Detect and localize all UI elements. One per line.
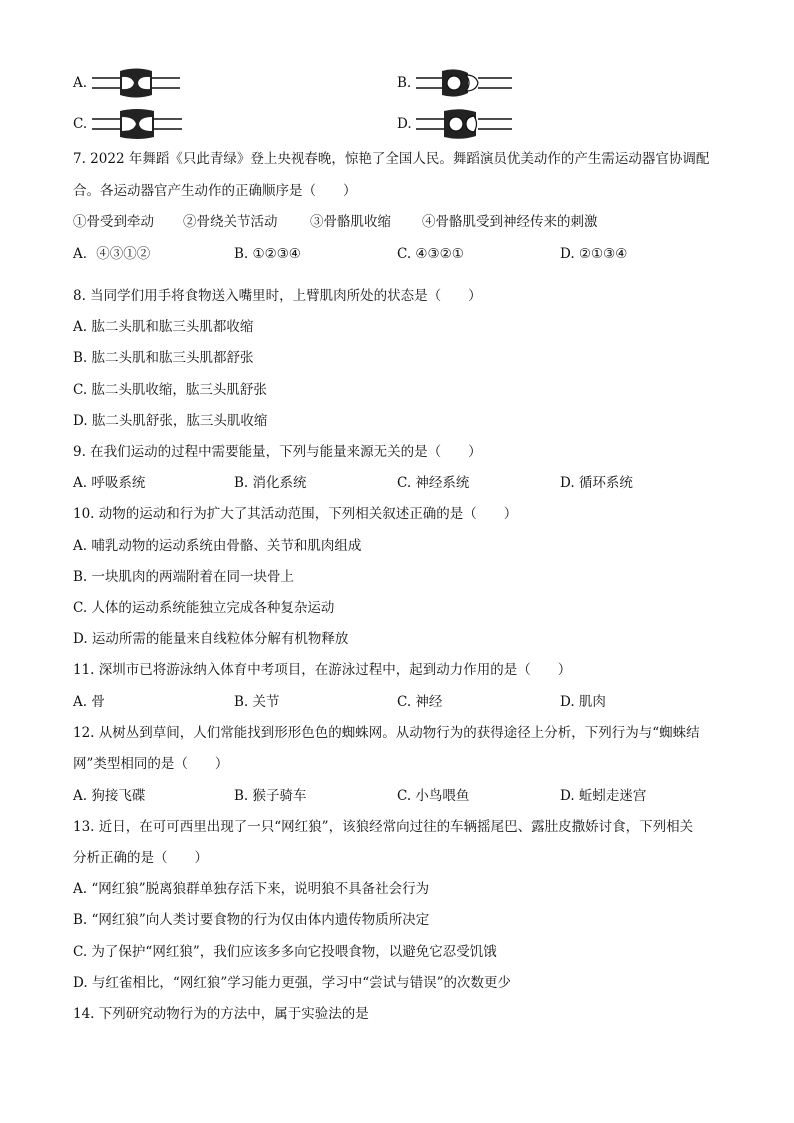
q7-step-4: ④骨骼肌受到神经传来的刺激 xyxy=(422,214,598,230)
q9-stem: 9. 在我们运动的过程中需要能量，下列与能量来源无关的是（ ） xyxy=(73,444,482,460)
q7-option-c: C. ④③②① xyxy=(397,246,464,262)
q11-option-c: C. 神经 xyxy=(397,694,443,710)
q13-stem-line1: 13. 近日，在可可西里出现了一只“网红狼”，该狼经常向过往的车辆摇尾巴、露肚皮撒娇讨食，下列相关 xyxy=(73,819,694,835)
q7-step-2: ②骨绕关节活动 xyxy=(183,214,278,230)
q11-option-d: D. 肌肉 xyxy=(560,694,606,710)
q13-option-d: D. 与红雀相比，“网红狼”学习能力更强，学习中“尝试与错误”的次数更少 xyxy=(73,975,512,991)
q6-option-c-label: C. xyxy=(73,116,88,132)
q10-stem: 10. 动物的运动和行为扩大了其活动范围，下列相关叙述正确的是（ ） xyxy=(73,506,518,522)
q8-option-a: A. 肱二头肌和肱三头肌都收缩 xyxy=(73,319,254,335)
q10-option-b: B. 一块肌肉的两端附着在同一块骨上 xyxy=(73,569,295,585)
q12-option-a: A. 狗接飞碟 xyxy=(73,788,146,804)
q10-option-a: A. 哺乳动物的运动系统由骨骼、关节和肌肉组成 xyxy=(73,538,362,554)
q12-option-d: D. 蚯蚓走迷宫 xyxy=(560,788,647,804)
q7-option-b: B. ①②③④ xyxy=(234,246,301,262)
q13-option-b: B. “网红狼”向人类讨要食物的行为仅由体内遗传物质所决定 xyxy=(73,912,430,928)
q12-option-c: C. 小鸟喂鱼 xyxy=(397,788,470,804)
q12-stem-line1: 12. 从树丛到草间，人们常能找到形形色色的蜘蛛网。从动物行为的获得途径上分析，下列行为与“蜘蛛结 xyxy=(73,725,700,741)
q8-option-b: B. 肱二头肌和肱三头肌都舒张 xyxy=(73,350,254,366)
joint-diagram-c-icon xyxy=(92,109,182,139)
q7-step-1: ①骨受到牵动 xyxy=(73,214,154,230)
q9-option-c: C. 神经系统 xyxy=(397,475,470,491)
q11-stem: 11. 深圳市已将游泳纳入体育中考项目，在游泳过程中，起到动力作用的是（ ） xyxy=(73,662,572,678)
q7-option-d: D. ②①③④ xyxy=(560,246,628,262)
q10-option-c: C. 人体的运动系统能独立完成各种复杂运动 xyxy=(73,600,335,616)
q9-option-b: B. 消化系统 xyxy=(234,475,307,491)
q13-option-c: C. 为了保护“网红狼”，我们应该多多向它投喂食物，以避免它忍受饥饿 xyxy=(73,944,497,960)
q7-stem-line2: 合。各运动器官产生动作的正确顺序是（ ） xyxy=(73,183,357,199)
q11-option-a: A. 骨 xyxy=(73,694,105,710)
q9-option-d: D. 循环系统 xyxy=(560,475,633,491)
joint-diagram-a-icon xyxy=(92,68,180,98)
q6-option-d-label: D. xyxy=(397,116,412,132)
q7-step-3: ③骨骼肌收缩 xyxy=(310,214,391,230)
q13-stem-line2: 分析正确的是（ ） xyxy=(73,850,208,866)
q6-option-b-label: B. xyxy=(397,75,412,91)
q13-option-a: A. “网红狼”脱离狼群单独存活下来，说明狼不具备社会行为 xyxy=(73,881,430,897)
joint-diagram-b-icon xyxy=(416,67,512,99)
q12-stem-line2: 网”类型相同的是（ ） xyxy=(73,756,229,772)
q14-stem: 14. 下列研究动物行为的方法中，属于实验法的是 xyxy=(73,1006,369,1022)
q8-option-c: C. 肱二头肌收缩，肱三头肌舒张 xyxy=(73,382,267,398)
q12-option-b: B. 猴子骑车 xyxy=(234,788,307,804)
q10-option-d: D. 运动所需的能量来自线粒体分解有机物释放 xyxy=(73,631,349,647)
q8-stem: 8. 当同学们用手将食物送入嘴里时，上臂肌肉所处的状态是（ ） xyxy=(73,288,482,304)
joint-diagram-d-icon xyxy=(416,108,512,140)
q7-option-a: A．④③①② xyxy=(73,246,151,262)
q6-option-a-label: A. xyxy=(73,75,88,91)
q9-option-a: A. 呼吸系统 xyxy=(73,475,146,491)
q7-stem-line1: 7. 2022 年舞蹈《只此青绿》登上央视春晚，惊艳了全国人民。舞蹈演员优美动作的产生需运动器官协调配 xyxy=(73,151,710,167)
q8-option-d: D. 肱二头肌舒张，肱三头肌收缩 xyxy=(73,413,268,429)
q11-option-b: B. 关节 xyxy=(234,694,280,710)
